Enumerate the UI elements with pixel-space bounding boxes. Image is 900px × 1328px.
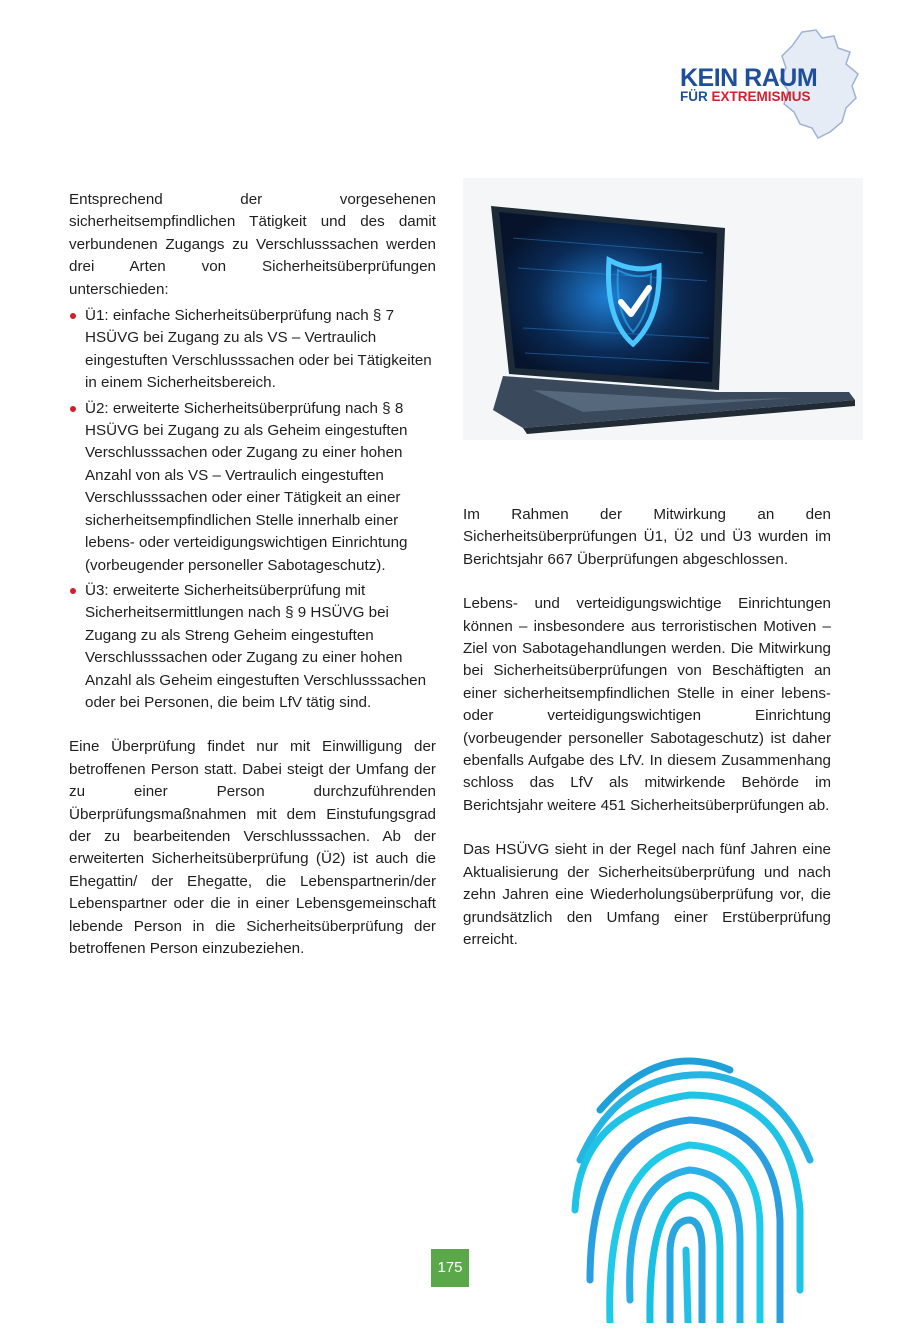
sabotage-paragraph: Lebens- und verteidigungswichtige Einrichtungen können – insbesondere aus terroristischen Motiven – Ziel von Sabotagehandlungen werden. Die Mitwirkung bei Sicherheitsüberprüfungen von Beschäftigten an einer sicherheitsempfindlichen Stelle in einer lebens- oder verteidigungswichtigen Einrichtung (vorbeugender personeller Sabotageschutz) ist daher ebenfalls Aufgabe des LfV. In diesem Zusammenhang schloss das LfV als mitwirkende Behörde im Berichtsjahr weitere 451 Sicherheitsüberprüfungen ab. bbox=[463, 595, 831, 814]
consent-paragraph: Eine Überprüfung findet nur mit Einwilligung der betroffenen Person statt. Dabei steigt der Umfang der zu einer Person durchzuführenden Überprüfungsmaßnahmen mit dem Einstufungsgrad der zu bearbeitenden Verschlusssachen. Ab der erweiterten Sicherheitsüberprüfung (Ü2) ist auch die Ehegattin/ der Ehegatte, die Lebenspartnerin/der Lebenspartner oder die in einer Lebensgemeinschaft lebende Person in die Sicherheitsüberprüfung der betroffenen Person einzubeziehen. bbox=[69, 738, 436, 957]
left-column bbox=[69, 189, 436, 960]
intro-paragraph: Entsprechend der vorgesehenen sicherheitsempfindlichen Tätigkeit und des damit verbundenen Zugangs zu Verschlusssachen werden drei Arten von Sicherheitsüberprüfungen unterschieden: bbox=[69, 191, 436, 298]
renewal-paragraph: Das HSÜVG sieht in der Regel nach fünf Jahren eine Aktualisierung der Sicherheitsüberprüfung und nach zehn Jahren eine Wiederholungsüberprüfung vor, die grundsätzlich den Umfang einer Erstüberprüfung erreicht. bbox=[463, 841, 831, 948]
laptop-shield-image bbox=[463, 178, 863, 440]
check-types-list bbox=[69, 305, 436, 714]
list-item: Ü3: erweiterte Sicherheitsüberprüfung mit Sicherheitsermittlungen nach § 9 HSÜVG bei Zugang zu als Streng Geheim eingestuften Verschlusssachen oder Zugang zu einer hohen Anzahl als Geheim eingestuften Verschlusssachen oder bei Personen, die beim LfV tätig sind. bbox=[69, 580, 436, 714]
page-number: 175 bbox=[431, 1249, 469, 1287]
logo-line1: KEIN RAUM bbox=[680, 64, 818, 92]
right-column bbox=[463, 504, 831, 951]
logo-line2-prefix: FÜR bbox=[680, 89, 708, 104]
statistics-paragraph: Im Rahmen der Mitwirkung an den Sicherheitsüberprüfungen Ü1, Ü2 und Ü3 wurden im Berichtsjahr 667 Überprüfungen abgeschlossen. bbox=[463, 506, 831, 568]
logo-line2-highlight: EXTREMISMUS bbox=[711, 89, 811, 104]
logo-line2 bbox=[680, 89, 811, 104]
list-item: Ü2: erweiterte Sicherheitsüberprüfung nach § 8 HSÜVG bei Zugang zu als Geheim eingestuften Verschlusssachen oder Zugang zu einer hohen Anzahl von als VS – Vertraulich eingestuften Verschlusssachen oder einer Tätigkeit an einer sicherheitsempfindlichen Stelle innerhalb einer lebens- oder verteidigungswichtigen Einrichtung (vorbeugender personeller Sabotageschutz). bbox=[69, 398, 436, 577]
fingerprint-icon bbox=[560, 1050, 830, 1323]
list-item: Ü1: einfache Sicherheitsüberprüfung nach § 7 HSÜVG bei Zugang zu als VS – Vertraulich eingestuften Verschlusssachen oder bei Tätigkeiten in einem Sicherheitsbereich. bbox=[69, 305, 436, 395]
logo bbox=[672, 28, 862, 140]
